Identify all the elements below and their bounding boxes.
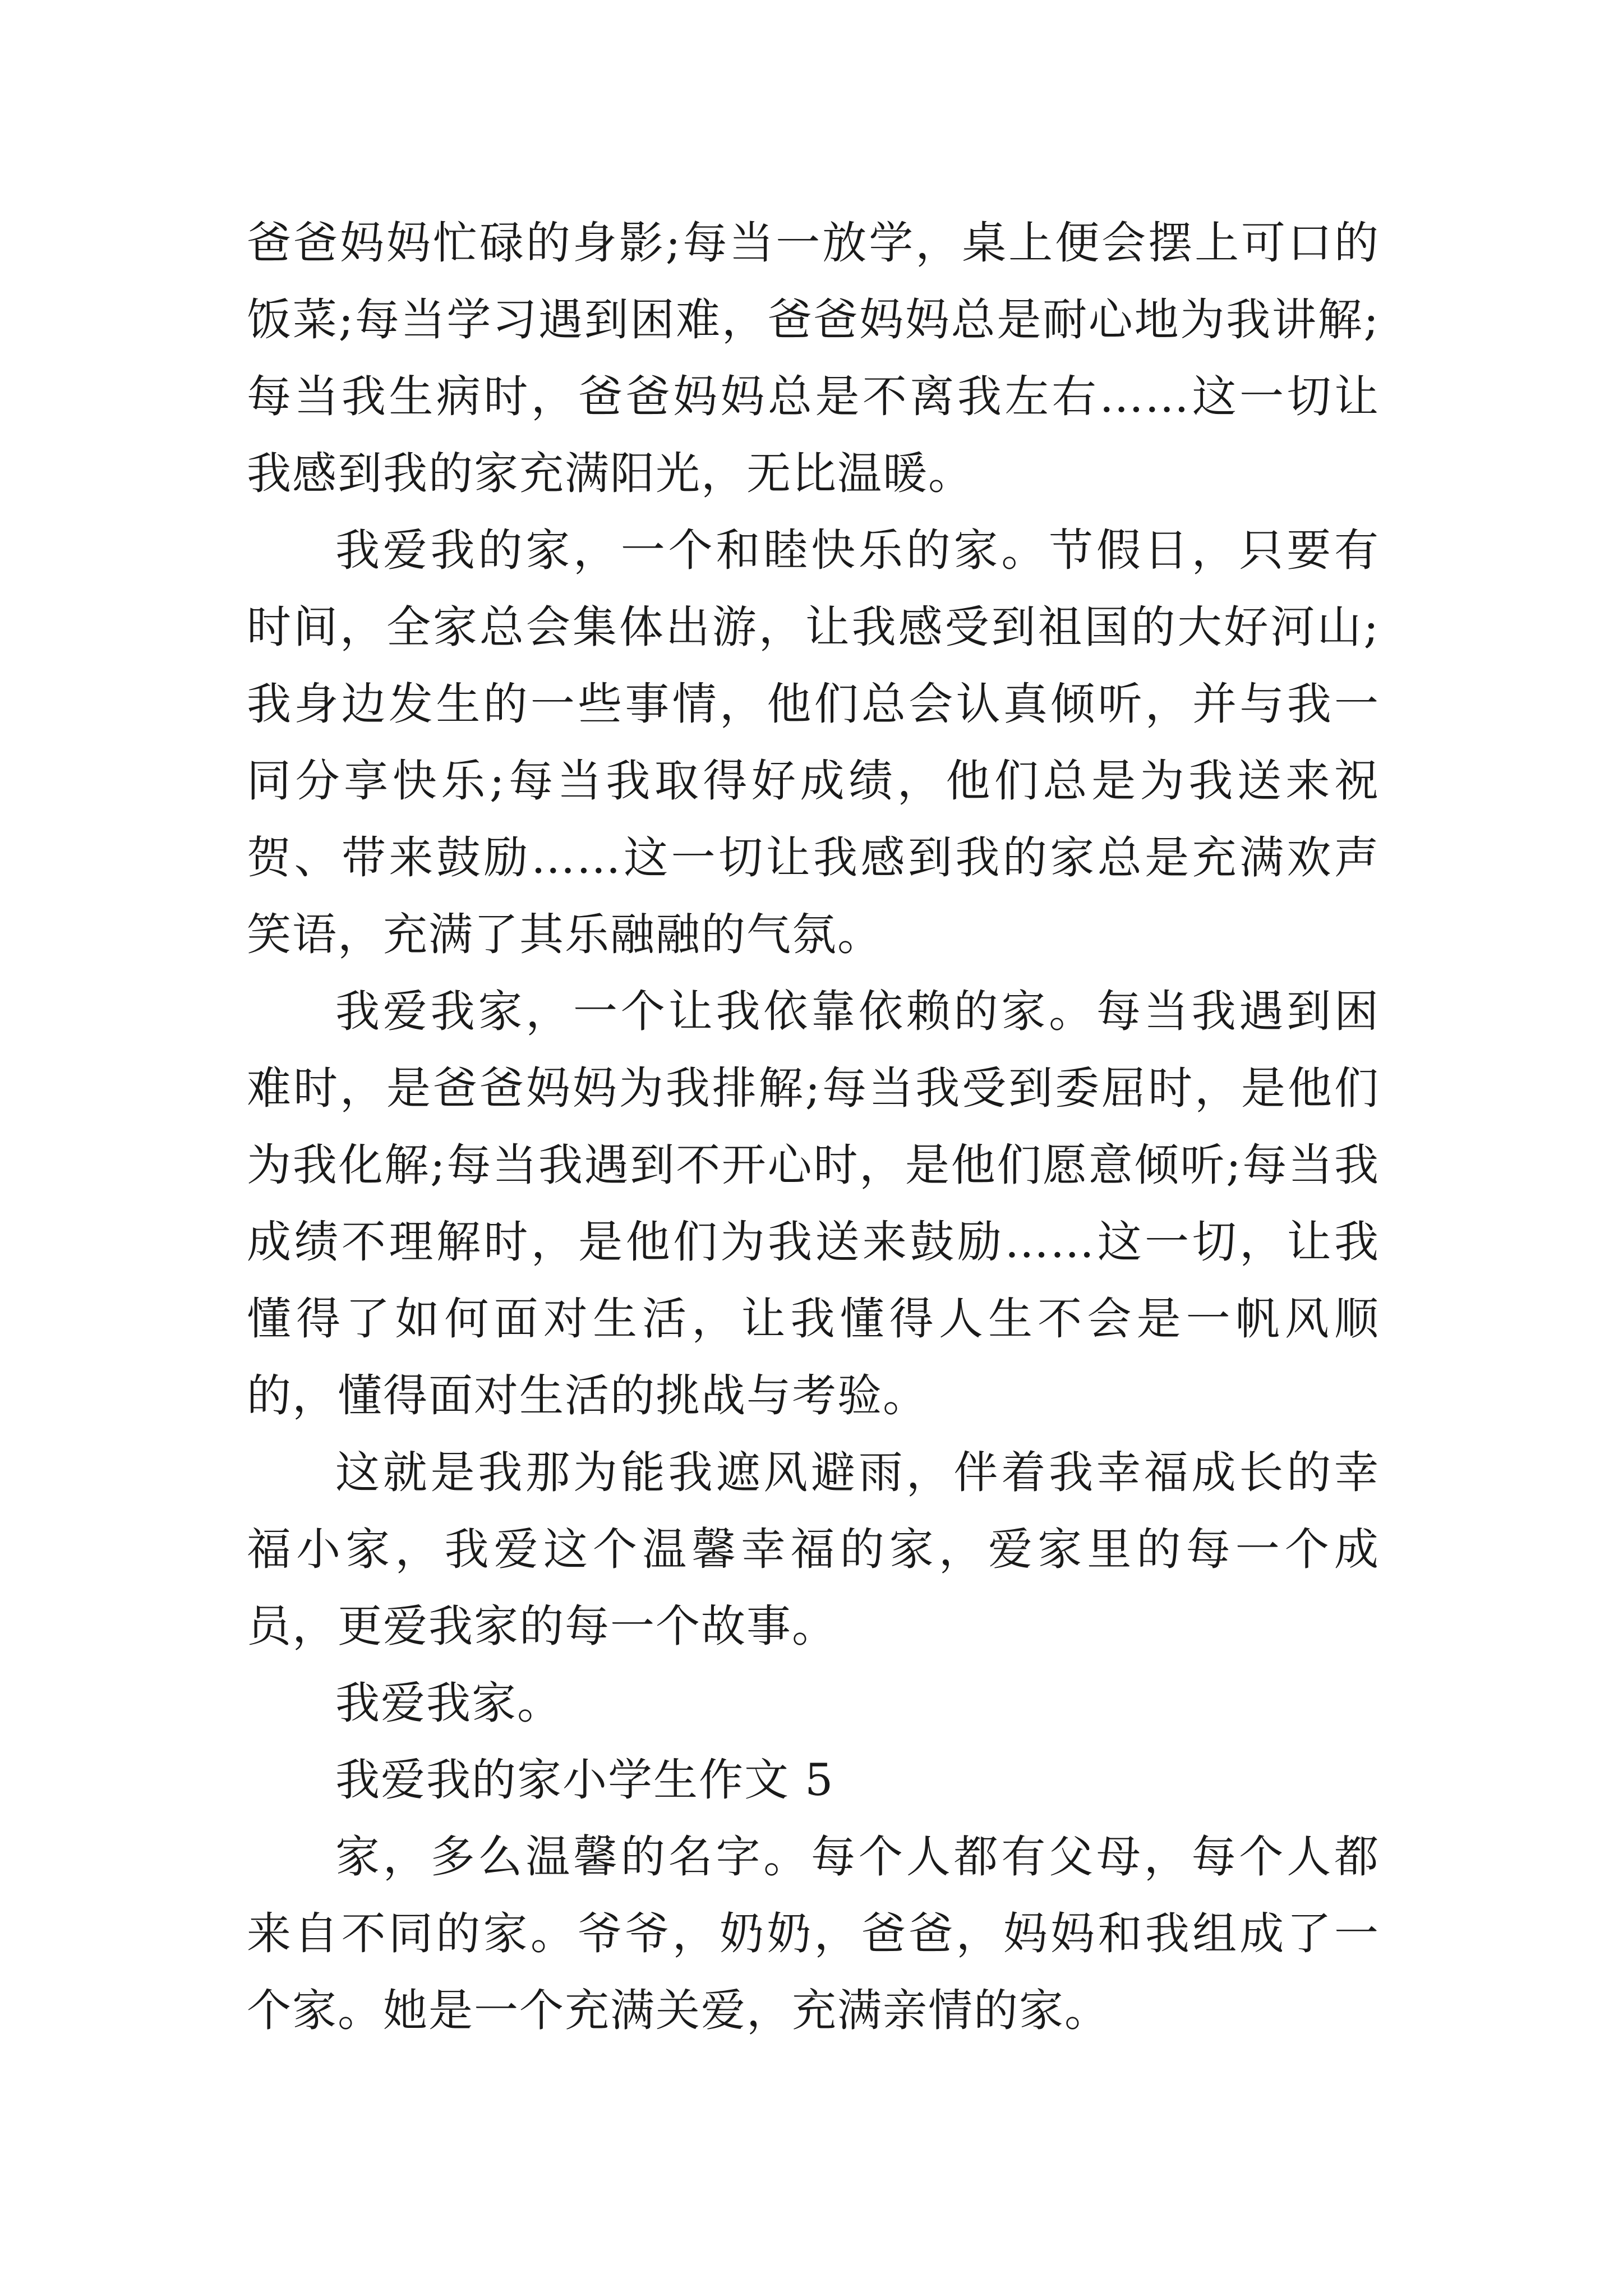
paragraph: 家，多么温馨的名字。每个人都有父母，每个人都来自不同的家。爷爷，奶奶，爸爸，妈妈和我组成了一个家。她是一个充满关爱，充满亲情的家。 bbox=[247, 1831, 1380, 2036]
paragraph: 我爱我的家，一个和睦快乐的家。节假日，只要有时间，全家总会集体出游，让我感受到祖国的大好河山;我身边发生的一些事情，他们总会认真倾听，并与我一同分享快乐;每当我取得好成绩，他们总是为我送来祝贺、带来鼓励……这一切让我感到我的家总是充满欢声笑语，充满了其乐融融的气氛。 bbox=[247, 524, 1380, 960]
paragraph: 我爱我家。 bbox=[335, 1677, 562, 1729]
paragraph: 爸爸妈妈忙碌的身影;每当一放学，桌上便会摆上可口的饭菜;每当学习遇到困难，爸爸妈妈总是耐心地为我讲解;每当我生病时，爸爸妈妈总是不离我左右……这一切让我感到我的家充满阳光，无比温暖。 bbox=[247, 217, 1380, 499]
paragraph: 这就是我那为能我遮风避雨，伴着我幸福成长的幸福小家，我爱这个温馨幸福的家，爱家里的每一个成员，更爱我家的每一个故事。 bbox=[247, 1447, 1380, 1652]
paragraph: 我爱我家，一个让我依靠依赖的家。每当我遇到困难时，是爸爸妈妈为我排解;每当我受到委屈时，是他们为我化解;每当我遇到不开心时，是他们愿意倾听;每当我成绩不理解时，是他们为我送来鼓励……这一切，让我懂得了如何面对生活，让我懂得人生不会是一帆风顺的，懂得面对生活的挑战与考验。 bbox=[247, 986, 1380, 1421]
section-heading: 我爱我的家小学生作文 5 bbox=[335, 1754, 834, 1806]
document-body bbox=[247, 205, 1380, 2049]
